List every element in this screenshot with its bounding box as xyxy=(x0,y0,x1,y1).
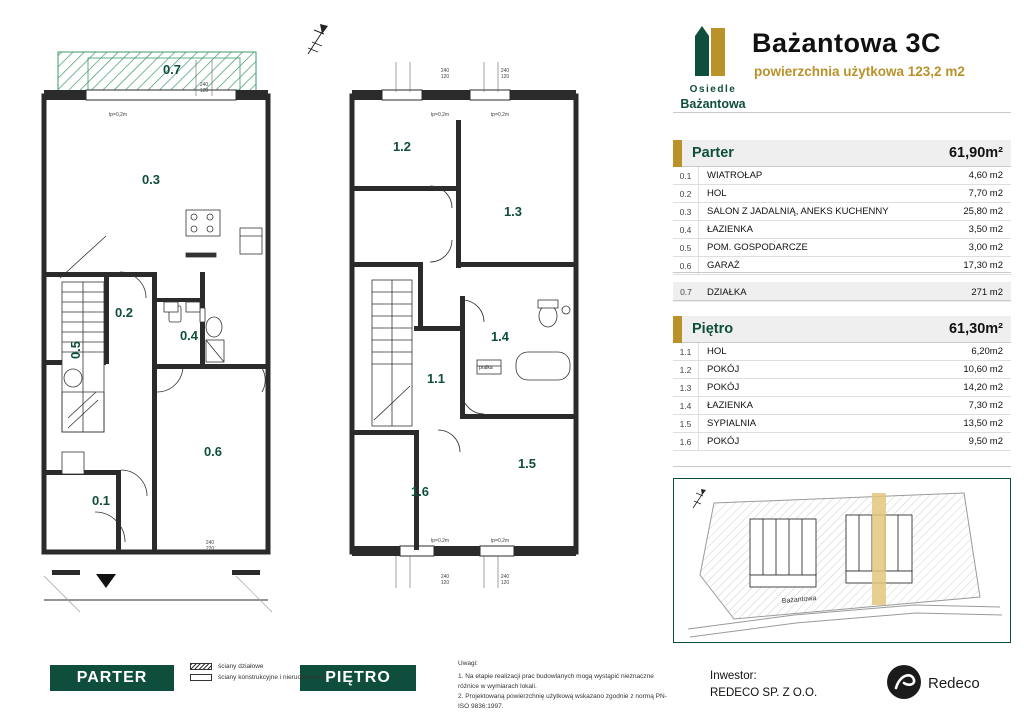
room-label-0-4: 0.4 xyxy=(179,328,199,343)
room-name: POKÓJ xyxy=(707,364,740,375)
room-name: WIATROŁAP xyxy=(707,170,763,181)
info-panel xyxy=(660,0,1024,727)
dim-label: tp=0,2m xyxy=(108,112,128,118)
pietro-table xyxy=(673,316,1011,451)
room-label-1-2: 1.2 xyxy=(392,139,412,154)
room-num: 1.6 xyxy=(673,433,699,451)
divider-bottom xyxy=(673,466,1011,467)
wall-legend xyxy=(190,663,324,685)
accent-bar xyxy=(673,316,682,343)
table-row xyxy=(673,415,1011,433)
redeco-logo-icon xyxy=(882,660,1012,704)
notes-title: Uwagi: xyxy=(458,660,478,667)
wall-plain-label: ściany konstrukcyjne i nieruobieralne xyxy=(218,674,325,681)
plot-row xyxy=(673,282,1011,302)
room-num: 0.4 xyxy=(673,221,699,239)
site-compass-icon xyxy=(693,489,706,508)
wall-hatch-swatch xyxy=(190,663,212,670)
table-row xyxy=(673,397,1011,415)
page-title: Bażantowa 3C xyxy=(752,28,942,58)
dim-label: tp=0,2m xyxy=(430,112,450,118)
room-num: 0.1 xyxy=(673,167,699,185)
room-num: 0.5 xyxy=(673,239,699,257)
table-row xyxy=(673,379,1011,397)
osiedle-bazantowa-logo-icon xyxy=(673,22,753,92)
room-name: SALON Z JADALNIĄ, ANEKS KUCHENNY xyxy=(707,206,889,217)
dim-label: 240 xyxy=(500,574,510,580)
room-label-0-7: 0.7 xyxy=(162,62,182,77)
investor-block xyxy=(710,668,817,703)
investor-name: REDECO SP. Z O.O. xyxy=(710,687,818,700)
room-area: 9,50 m2 xyxy=(968,436,1003,447)
room-area: 10,60 m2 xyxy=(963,364,1003,375)
street-label: Bażantowa xyxy=(781,594,817,605)
parter-table xyxy=(673,140,1011,275)
room-num: 1.2 xyxy=(673,361,699,379)
room-name: ŁAZIENKA xyxy=(707,224,753,235)
divider-mid xyxy=(673,272,1011,273)
site-map xyxy=(673,478,1011,643)
room-name: HOL xyxy=(707,346,727,357)
pietro-plan xyxy=(352,62,576,588)
room-label-1-6: 1.6 xyxy=(410,484,430,499)
dim-label: 240 xyxy=(440,574,450,580)
plot-name: DZIAŁKA xyxy=(707,286,747,298)
dim-label: tp=0,2m xyxy=(490,112,510,118)
parter-label: Parter xyxy=(692,145,734,161)
room-label-1-4: 1.4 xyxy=(490,329,510,344)
page-subtitle: powierzchnia użytkowa 123,2 m2 xyxy=(754,64,965,79)
table-row xyxy=(673,433,1011,451)
brand-line2: Bażantowa xyxy=(680,96,746,111)
brand-line1: Osiedle xyxy=(689,84,737,95)
entrance-marker xyxy=(96,574,116,588)
room-num: 0.3 xyxy=(673,203,699,221)
room-area: 7,30 m2 xyxy=(968,400,1003,411)
room-name: POKÓJ xyxy=(707,382,740,393)
compass-north-icon xyxy=(308,24,328,54)
room-name: ŁAZIENKA xyxy=(707,400,753,411)
pietro-area: 61,30m² xyxy=(948,321,1003,337)
legend-row xyxy=(40,655,667,715)
investor-label: Inwestor: xyxy=(710,670,757,682)
room-label-0-3: 0.3 xyxy=(141,172,161,187)
room-area: 13,50 m2 xyxy=(963,418,1003,429)
accent-bar xyxy=(673,140,682,167)
dim-label: 240 xyxy=(199,82,209,88)
dim-label: 120 xyxy=(500,580,510,586)
room-num: 1.4 xyxy=(673,397,699,415)
wall-hatch-label: ściany działowe xyxy=(218,663,264,670)
room-area: 4,60 m2 xyxy=(968,170,1003,181)
notes-block xyxy=(458,659,668,712)
wall-plain-swatch xyxy=(190,674,212,681)
room-area: 6,20m2 xyxy=(971,346,1003,357)
dim-label: 240 xyxy=(205,540,215,546)
tag-parter: PARTER xyxy=(50,665,174,691)
parter-table-header xyxy=(673,140,1011,167)
dim-label: 240 xyxy=(440,68,450,74)
table-row xyxy=(673,239,1011,257)
table-row xyxy=(673,221,1011,239)
plot-num: 0.7 xyxy=(680,287,692,297)
room-label-1-5: 1.5 xyxy=(517,456,537,471)
dim-label: 120 xyxy=(199,88,209,94)
room-name: HOL xyxy=(707,188,727,199)
room-area: 14,20 m2 xyxy=(963,382,1003,393)
table-row xyxy=(673,185,1011,203)
room-num: 1.1 xyxy=(673,343,699,361)
table-row xyxy=(673,167,1011,185)
tag-pietro: PIĘTRO xyxy=(300,665,416,691)
table-row xyxy=(673,203,1011,221)
room-num: 1.3 xyxy=(673,379,699,397)
room-area: 7,70 m2 xyxy=(968,188,1003,199)
dim-label: 120 xyxy=(440,580,450,586)
dim-label: 120 xyxy=(440,74,450,80)
table-row xyxy=(673,343,1011,361)
parter-plan xyxy=(44,52,272,612)
note-1: 1. Na etapie realizacji prac budowlanych mogą wystąpić nieznaczne różnice w wymiarach lokali. xyxy=(458,673,654,691)
divider-mid2 xyxy=(673,300,1011,301)
table-row xyxy=(673,361,1011,379)
room-label-0-1: 0.1 xyxy=(91,493,111,508)
plot-area: 271 m2 xyxy=(971,286,1003,298)
divider-top xyxy=(673,112,1011,113)
room-area: 3,50 m2 xyxy=(968,224,1003,235)
site-map-drawing xyxy=(674,479,1010,641)
room-num: 0.2 xyxy=(673,185,699,203)
room-area: 3,00 m2 xyxy=(968,242,1003,253)
room-name: POM. GOSPODARCZE xyxy=(707,242,808,253)
plot-row-table xyxy=(673,282,1011,302)
room-name: GARAŻ xyxy=(707,260,740,271)
room-name: POKÓJ xyxy=(707,436,740,447)
dim-label: tp=0,2m xyxy=(490,538,510,544)
pietro-label: Piętro xyxy=(692,321,734,337)
room-label-1-1: 1.1 xyxy=(426,371,446,386)
parter-area: 61,90m² xyxy=(948,145,1003,161)
redeco-wordmark: Redeco xyxy=(928,675,980,692)
dim-label: 240 xyxy=(500,68,510,74)
room-name: SYPIALNIA xyxy=(707,418,757,429)
room-num: 1.5 xyxy=(673,415,699,433)
room-area: 25,80 m2 xyxy=(963,206,1003,217)
room-label-0-6: 0.6 xyxy=(203,444,223,459)
dim-label: 220 xyxy=(205,546,215,552)
room-num: 0.6 xyxy=(673,257,699,275)
dim-label: tp=0,2m xyxy=(430,538,450,544)
pietro-table-header xyxy=(673,316,1011,343)
note-2: 2. Projektowaną powierzchnię użytkową wskazano zgodnie z normą PN-ISO 9836:1997. xyxy=(458,693,667,711)
room-label-0-5: 0.5 xyxy=(68,340,83,360)
dim-label: 120 xyxy=(500,74,510,80)
brand-name xyxy=(672,84,754,112)
room-area: 17,30 m2 xyxy=(963,260,1003,271)
pralka-label: pralka xyxy=(479,365,493,371)
room-label-1-3: 1.3 xyxy=(503,204,523,219)
highlighted-unit xyxy=(872,493,886,605)
room-label-0-2: 0.2 xyxy=(114,305,134,320)
